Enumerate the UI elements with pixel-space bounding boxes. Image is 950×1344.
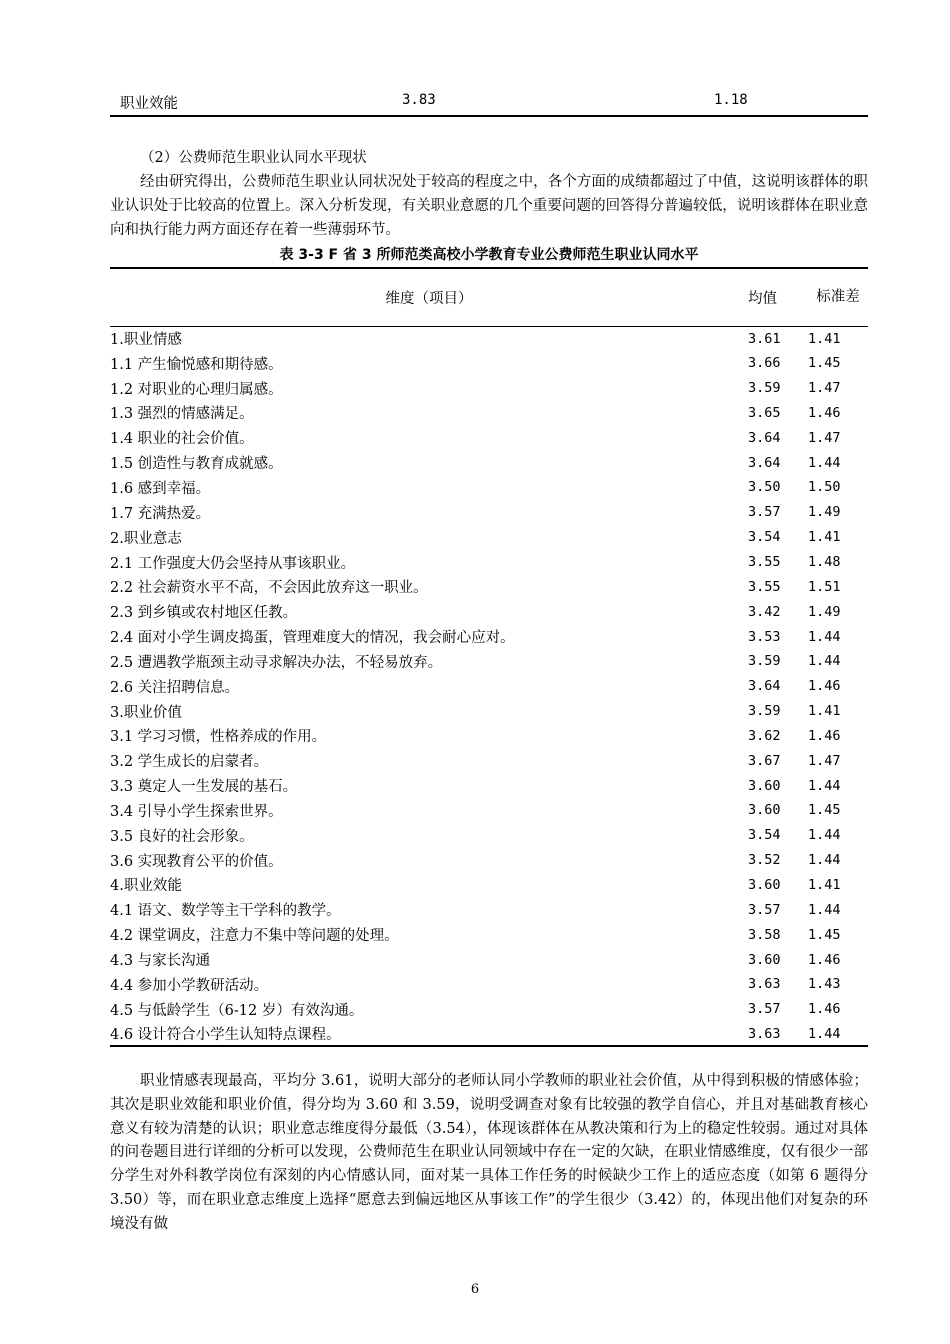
row-sd: 1.41: [808, 703, 841, 720]
row-sd: 1.41: [808, 529, 841, 546]
row-sd: 1.41: [808, 330, 841, 347]
row-sd: 1.46: [808, 727, 841, 744]
previous-table-last-row: [110, 92, 868, 116]
row-sd: 1.46: [808, 678, 841, 695]
header-sd: 标准差: [808, 268, 868, 326]
section-heading: （2）公费师范生职业认同水平现状: [140, 150, 367, 166]
table-row: [110, 674, 868, 699]
analysis-block: [110, 1070, 868, 1237]
row-label: 2.5 遭遇教学瓶颈主动寻求解决办法，不轻易放弃。: [110, 654, 443, 671]
row-label: 3.6 实现教育公平的价值。: [110, 853, 283, 870]
row-label: 3.3 奠定人一生发展的基石。: [110, 779, 298, 796]
table-row: [110, 574, 868, 599]
row-sd: 1.41: [808, 876, 841, 893]
row-mean: 3.59: [748, 380, 781, 397]
row-mean: 3.67: [748, 752, 781, 769]
row-sd: 1.45: [808, 926, 841, 943]
row-sd: 1.43: [808, 976, 841, 993]
table-bottom-rule: [110, 115, 868, 117]
row-mean: 3.64: [748, 454, 781, 471]
row-mean: 3.52: [748, 852, 781, 869]
row-sd: 1.44: [808, 827, 841, 844]
table-row: [110, 599, 868, 624]
row-mean: 3.66: [748, 355, 781, 372]
row-sd: 1.44: [808, 1022, 868, 1047]
row-label: 4.5 与低龄学生（6-12 岁）有效沟通。: [110, 1002, 364, 1019]
row-mean: 3.53: [748, 628, 781, 645]
row-mean: 3.57: [748, 901, 781, 918]
table-row: [110, 450, 868, 475]
table-row: [110, 922, 868, 947]
row-mean: 3.55: [748, 554, 781, 571]
table-row: [110, 997, 868, 1022]
row-label: 2.4 面对小学生调皮捣蛋，管理难度大的情况，我会耐心应对。: [110, 630, 515, 647]
table-row: [110, 376, 868, 401]
section-block: [110, 146, 868, 242]
row-label: 1.5 创造性与教育成就感。: [110, 456, 283, 473]
row-sd: 1.44: [808, 901, 841, 918]
table-row: [110, 500, 868, 525]
row-mean: 3.64: [748, 429, 781, 446]
table-row: [110, 425, 868, 450]
table-row: [110, 873, 868, 898]
row-mean: 3.60: [748, 876, 781, 893]
row-mean: 3.55: [748, 578, 781, 595]
row-mean: 3.83: [402, 92, 436, 108]
identity-level-table: [110, 267, 868, 1047]
table-row: [110, 848, 868, 873]
table-row: [110, 649, 868, 674]
row-sd: 1.46: [808, 404, 841, 421]
row-sd: 1.48: [808, 554, 841, 571]
row-sd: 1.44: [808, 852, 841, 869]
row-label: 4.6 设计符合小学生认知特点课程。: [110, 1022, 748, 1047]
row-mean: 3.57: [748, 1001, 781, 1018]
row-sd: 1.47: [808, 429, 841, 446]
row-sd: 1.44: [808, 454, 841, 471]
row-sd: 1.49: [808, 603, 841, 620]
row-mean: 3.58: [748, 926, 781, 943]
table-header-row: [110, 268, 868, 326]
row-mean: 3.62: [748, 727, 781, 744]
row-label: 3.2 学生成长的启蒙者。: [110, 754, 269, 771]
header-mean: 均值: [748, 268, 808, 326]
row-label: 3.职业价值: [110, 704, 182, 721]
table-row: [110, 475, 868, 500]
row-label: 1.6 感到幸福。: [110, 480, 211, 497]
row-sd: 1.45: [808, 355, 841, 372]
table-row: [110, 326, 868, 351]
row-label: 3.1 学习习惯，性格养成的作用。: [110, 729, 327, 746]
row-label: 1.4 职业的社会价值。: [110, 431, 254, 448]
row-mean: 3.59: [748, 703, 781, 720]
row-label: 3.4 引导小学生探索世界。: [110, 803, 283, 820]
row-sd: 1.47: [808, 752, 841, 769]
row-sd: 1.46: [808, 1001, 841, 1018]
row-mean: 3.42: [748, 603, 781, 620]
row-label: 2.2 社会薪资水平不高，不会因此放弃这一职业。: [110, 580, 428, 597]
row-mean: 3.60: [748, 777, 781, 794]
table-row: [110, 351, 868, 376]
header-dimension: 维度（项目）: [110, 268, 748, 326]
row-label: 2.1 工作强度大仍会坚持从事该职业。: [110, 555, 356, 572]
row-label: 2.6 关注招聘信息。: [110, 679, 240, 696]
table-row: [110, 798, 868, 823]
row-label: 3.5 良好的社会形象。: [110, 828, 254, 845]
row-mean: 3.54: [748, 529, 781, 546]
row-sd: 1.44: [808, 628, 841, 645]
row-label: 4.4 参加小学教研活动。: [110, 977, 269, 994]
row-mean: 3.57: [748, 504, 781, 521]
row-mean: 3.63: [748, 1022, 808, 1047]
table-title: 表 3-3 F 省 3 所师范类高校小学教育专业公费师范生职业认同水平: [279, 247, 699, 263]
table-row: [110, 724, 868, 749]
row-sd: 1.50: [808, 479, 841, 496]
row-sd: 1.44: [808, 653, 841, 670]
row-sd: 1.51: [808, 578, 841, 595]
row-mean: 3.60: [748, 802, 781, 819]
row-sd: 1.45: [808, 802, 841, 819]
row-mean: 3.59: [748, 653, 781, 670]
row-label: 4.2 课堂调皮，注意力不集中等问题的处理。: [110, 928, 399, 945]
section-intro-paragraph: 经由研究得出，公费师范生职业认同状况处于较高的程度之中，各个方面的成绩都超过了中值，这说明该群体的职业认识处于比较高的位置上。深入分析发现，有关职业意愿的几个重要问题的回答得分普遍较低，说明该群体在职业意向和执行能力两方面还存在着一些薄弱环节。: [110, 174, 868, 238]
row-label: 4.1 语文、数学等主干学科的教学。: [110, 903, 341, 920]
analysis-paragraph: 职业情感表现最高，平均分 3.61，说明大部分的老师认同小学教师的职业社会价值，从中得到积极的情感体验；其次是职业效能和职业价值，得分均为 3.60 和 3.59，说明受调查对象有比较强的教学自信心，并且对基础教育核心意义有较为清楚的认识；职业意志维度得分最低（3.54），体现该群体在从教决策和行为上的稳定性较弱。通过对具体的问卷题目进行详细的分析可以发现，公费师范生在职业认同领域中存在一定的欠缺，在职业情感维度，仅有很少一部分学生对外科教学岗位有深刻的内心情感认同，面对某一具体工作任务的时候缺少工作上的适应态度（如第 6 题得分 3.50）等，而在职业意志维度上选择“愿意去到偏远地区从事该工作”的学生很少（3.42）的，体现出他们对复杂的环境没有做: [110, 1073, 868, 1232]
table-row: [110, 699, 868, 724]
table-row: [110, 401, 868, 426]
table-row: [110, 1022, 868, 1047]
row-sd: 1.44: [808, 777, 841, 794]
row-label: 1.7 充满热爱。: [110, 505, 211, 522]
row-mean: 3.54: [748, 827, 781, 844]
table-row: [110, 624, 868, 649]
table-row: [110, 773, 868, 798]
row-label: 1.1 产生愉悦感和期待感。: [110, 356, 283, 373]
row-label: 4.职业效能: [110, 878, 182, 895]
page-number: 6: [470, 1282, 480, 1297]
row-label: 1.3 强烈的情感满足。: [110, 406, 254, 423]
row-sd: 1.47: [808, 380, 841, 397]
row-sd: 1.46: [808, 951, 841, 968]
row-label: 4.3 与家长沟通: [110, 953, 211, 970]
row-mean: 3.63: [748, 976, 781, 993]
row-sd: 1.18: [714, 92, 748, 108]
table-row: [110, 897, 868, 922]
row-mean: 3.61: [748, 330, 781, 347]
row-label: 2.3 到乡镇或农村地区任教。: [110, 605, 298, 622]
table-row: [110, 823, 868, 848]
table-row: [110, 525, 868, 550]
row-label: 1.2 对职业的心理归属感。: [110, 381, 283, 398]
table-row: [110, 972, 868, 997]
row-sd: 1.49: [808, 504, 841, 521]
row-label: 1.职业情感: [110, 332, 182, 349]
row-label: 职业效能: [120, 96, 178, 112]
row-mean: 3.65: [748, 404, 781, 421]
table-row: [110, 748, 868, 773]
table-row: [110, 550, 868, 575]
table-row: [110, 947, 868, 972]
row-mean: 3.50: [748, 479, 781, 496]
row-label: 2.职业意志: [110, 530, 182, 547]
row-mean: 3.60: [748, 951, 781, 968]
row-mean: 3.64: [748, 678, 781, 695]
